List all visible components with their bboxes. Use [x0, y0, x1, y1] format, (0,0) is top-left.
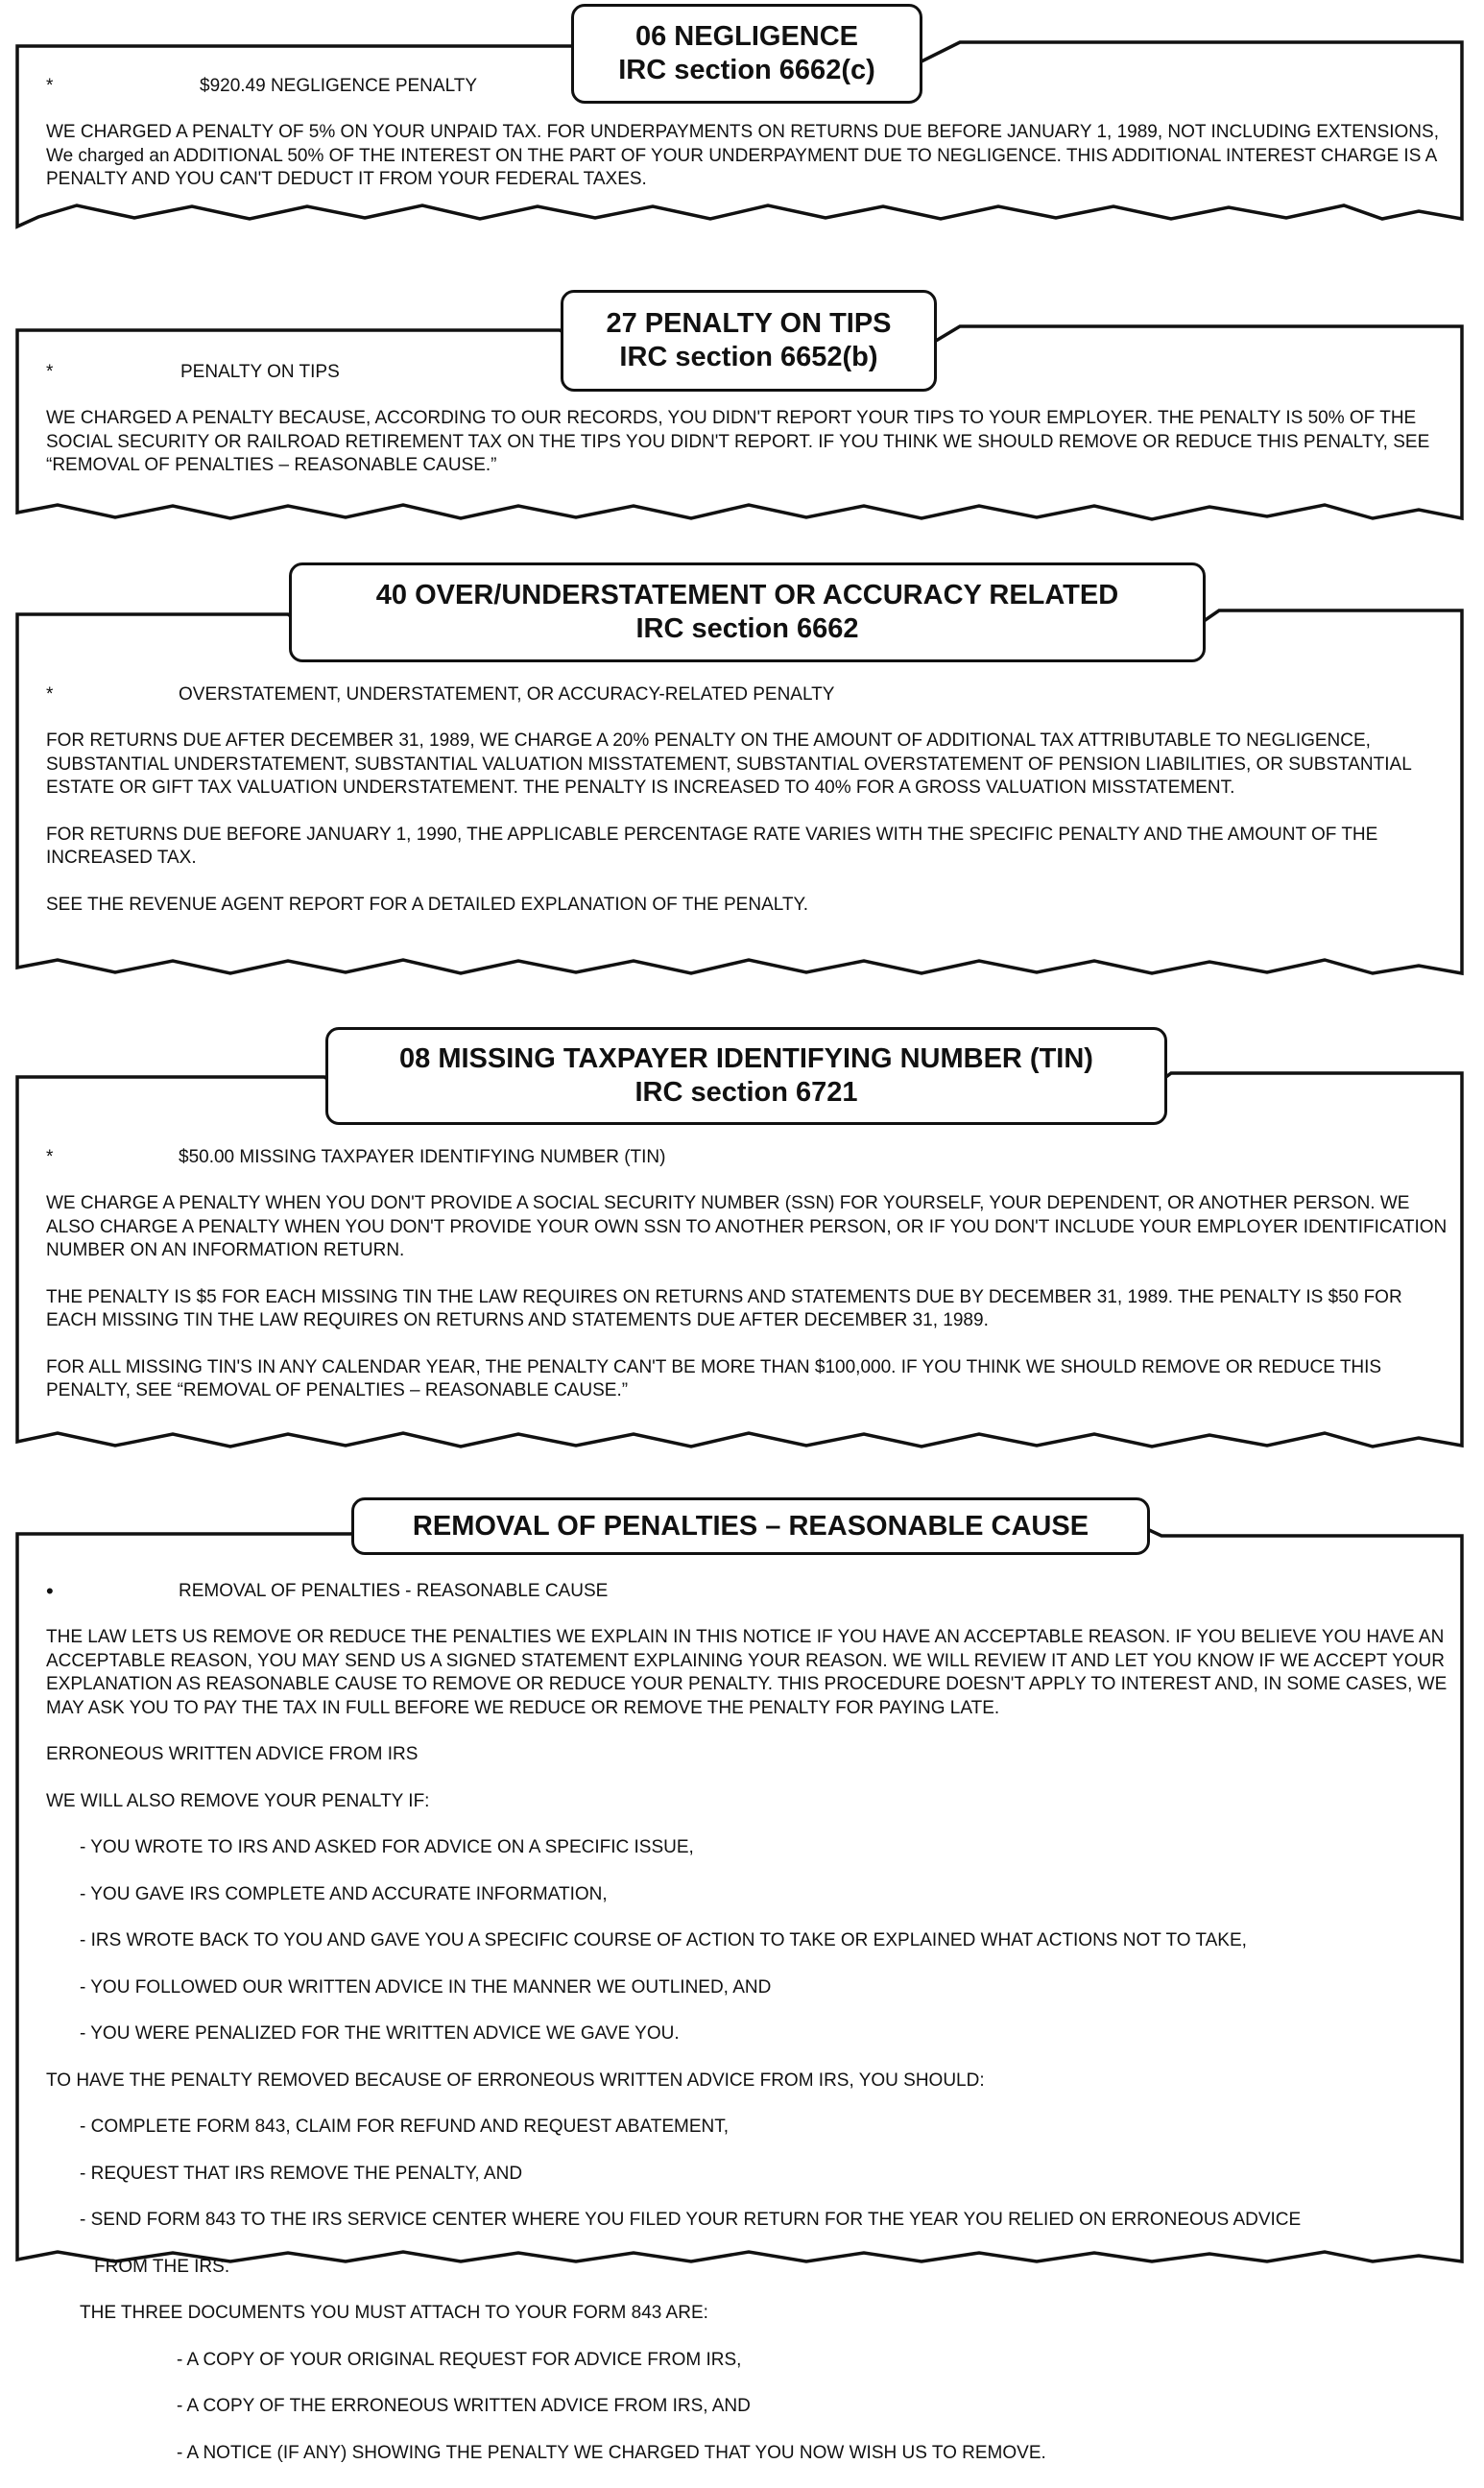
list-item: - COMPLETE FORM 843, CLAIM FOR REFUND AND REQUEST ABATEMENT, — [80, 2117, 730, 2137]
body-paragraph: WE CHARGED A PENALTY BECAUSE, ACCORDING TO OUR RECORDS, YOU DIDN'T REPORT YOUR TIPS TO YOUR EMPLOYER. THE PENALTY IS 50% OF THE SOCIAL SECURITY OR RAILROAD RETIREMENT TAX ON THE TIPS YOU DIDN'T REPORT. IF YOU THINK WE SHOULD REMOVE OR REDUCE THIS PENALTY, SEE “REMOVAL OF PENALTIES – REASONABLE CAUSE.” — [46, 408, 1430, 475]
list-item: - A COPY OF THE ERRONEOUS WRITTEN ADVICE FROM IRS, AND — [177, 2396, 751, 2416]
conditions-list — [80, 1836, 1457, 2046]
penalty-label: $50.00 MISSING TAXPAYER IDENTIFYING NUMBER (TIN) — [179, 1147, 666, 1167]
penalty-line — [46, 683, 1457, 706]
irc-reference: IRC section 6652(b) — [619, 342, 878, 372]
section-penalty-on-tips — [0, 286, 1484, 526]
steps-lead: TO HAVE THE PENALTY REMOVED BECAUSE OF ERRONEOUS WRITTEN ADVICE FROM IRS, YOU SHOULD: — [46, 2069, 985, 2091]
section-code: 08 MISSING TAXPAYER IDENTIFYING NUMBER (TIN) — [399, 1043, 1093, 1074]
list-item-continuation: FROM THE IRS. — [94, 2256, 230, 2277]
docs-lead: THE THREE DOCUMENTS YOU MUST ATTACH TO YOUR FORM 843 ARE: — [80, 2303, 708, 2323]
irc-reference: IRC section 6662(c) — [618, 55, 875, 85]
irc-reference: IRC section 6721 — [634, 1077, 858, 1108]
item-marker: * — [46, 684, 54, 705]
list-item: - YOU WROTE TO IRS AND ASKED FOR ADVICE ON A SPECIFIC ISSUE, — [80, 1837, 694, 1857]
list-item: - A COPY OF YOUR ORIGINAL REQUEST FOR ADVICE FROM IRS, — [177, 2349, 742, 2370]
section-code: 06 NEGLIGENCE — [634, 21, 859, 52]
section-code: 27 PENALTY ON TIPS — [606, 308, 892, 339]
body-paragraph: FOR ALL MISSING TIN'S IN ANY CALENDAR YEAR, THE PENALTY CAN'T BE MORE THAN $100,000. IF YOU THINK WE SHOULD REMOVE OR REDUCE THIS PENALTY, SEE “REMOVAL OF PENALTIES – REASONABLE CAUSE.” — [46, 1356, 1382, 1400]
list-item: - REQUEST THAT IRS REMOVE THE PENALTY, AND — [80, 2163, 523, 2184]
penalty-line — [46, 1146, 1457, 1169]
subheading: ERRONEOUS WRITTEN ADVICE FROM IRS — [46, 1744, 419, 1764]
section-title-badge — [325, 1027, 1167, 1125]
conditions-lead: WE WILL ALSO REMOVE YOUR PENALTY IF: — [46, 1790, 430, 1811]
section-body — [46, 1580, 1457, 2488]
body-paragraph: SEE THE REVENUE AGENT REPORT FOR A DETAILED EXPLANATION OF THE PENALTY. — [46, 894, 809, 915]
irc-reference: IRC section 6662 — [635, 613, 859, 644]
list-item: - YOU GAVE IRS COMPLETE AND ACCURATE INFORMATION, — [80, 1883, 608, 1904]
body-paragraph: FOR RETURNS DUE AFTER DECEMBER 31, 1989, WE CHARGE A 20% PENALTY ON THE AMOUNT OF ADDITIONAL TAX ATTRIBUTABLE TO NEGLIGENCE, SUBSTANTIAL UNDERSTATEMENT, SUBSTANTIAL VALUATION MISSTATEMENT, SUBSTANTIAL OVERSTATEMENT OF PENSION LIABILITIES, OR SUBSTANTIAL ESTATE OR GIFT TAX VALUATION UNDERSTATEMENT. THE PENALTY IS INCREASED TO 40% FOR A GROSS VALUATION MISSTATEMENT. — [46, 730, 1412, 798]
removal-title: REMOVAL OF PENALTIES – REASONABLE CAUSE — [412, 1510, 1089, 1542]
penalty-label: $920.49 NEGLIGENCE PENALTY — [200, 76, 477, 96]
section-body — [46, 1146, 1457, 1426]
section-code: 40 OVER/UNDERSTATEMENT OR ACCURACY RELATED — [375, 580, 1119, 610]
item-marker: * — [46, 362, 54, 382]
list-item: - SEND FORM 843 TO THE IRS SERVICE CENTER WHERE YOU FILED YOUR RETURN FOR THE YEAR YOU RELIED ON ERRONEOUS ADVICE — [80, 2210, 1302, 2230]
penalty-label: OVERSTATEMENT, UNDERSTATEMENT, OR ACCURACY-RELATED PENALTY — [179, 684, 835, 705]
documents-list — [177, 2349, 1457, 2466]
item-marker: * — [46, 1147, 54, 1167]
body-paragraph: WE CHARGE A PENALTY WHEN YOU DON'T PROVIDE A SOCIAL SECURITY NUMBER (SSN) FOR YOURSELF, YOUR DEPENDENT, OR ANOTHER PERSON. WE ALSO CHARGE A PENALTY WHEN YOU DON'T PROVIDE YOUR OWN SSN TO ANOTHER PERSON, OR IF YOU DON'T INCLUDE YOUR EMPLOYER IDENTIFICATION NUMBER ON AN INFORMATION RETURN. — [46, 1193, 1448, 1260]
item-marker: * — [46, 76, 54, 96]
section-missing-tin — [0, 1023, 1484, 1455]
list-item: - A NOTICE (IF ANY) SHOWING THE PENALTY WE CHARGED THAT YOU NOW WISH US TO REMOVE. — [177, 2442, 1046, 2463]
penalty-label: REMOVAL OF PENALTIES - REASONABLE CAUSE — [179, 1581, 609, 1601]
section-title-badge — [289, 562, 1206, 662]
body-paragraph: THE PENALTY IS $5 FOR EACH MISSING TIN THE LAW REQUIRES ON RETURNS AND STATEMENTS DUE BY DECEMBER 31, 1989. THE PENALTY IS $50 FOR EACH MISSING TIN THE LAW REQUIRES ON RETURNS AND STATEMENTS DUE AFTER DECEMBER 31, 1989. — [46, 1286, 1402, 1330]
section-body — [46, 75, 1457, 215]
body-paragraph: THE LAW LETS US REMOVE OR REDUCE THE PENALTIES WE EXPLAIN IN THIS NOTICE IF YOU HAVE AN ACCEPTABLE REASON. IF YOU BELIEVE YOU HAVE AN ACCEPTABLE REASON, YOU MAY SEND US A SIGNED STATEMENT EXPLAINING YOUR REASON. WE WILL REVIEW IT AND LET YOU KNOW IF WE ACCEPT YOUR EXPLANATION AS REASONABLE CAUSE TO REMOVE OR REDUCE YOUR PENALTY. THIS PROCEDURE DOESN'T APPLY TO INTEREST AND, IN SOME CASES, WE MAY ASK YOU TO PAY THE TAX IN FULL BEFORE WE REDUCE OR REMOVE THE PENALTY FOR PAYING LATE. — [46, 1627, 1448, 1718]
steps-list — [80, 2116, 1457, 2326]
penalty-line — [46, 361, 1457, 384]
list-item: - YOU FOLLOWED OUR WRITTEN ADVICE IN THE MANNER WE OUTLINED, AND — [80, 1976, 772, 1998]
body-paragraph: FOR RETURNS DUE BEFORE JANUARY 1, 1990, THE APPLICABLE PERCENTAGE RATE VARIES WITH THE SPECIFIC PENALTY AND THE AMOUNT OF THE INCREASED TAX. — [46, 824, 1378, 868]
penalty-line — [46, 1580, 1457, 1603]
bullet-marker: • — [46, 1579, 54, 1603]
section-removal-of-penalties — [0, 1494, 1484, 2463]
list-item: - IRS WROTE BACK TO YOU AND GAVE YOU A SPECIFIC COURSE OF ACTION TO TAKE OR EXPLAINED WHAT ACTIONS NOT TO TAKE, — [80, 1930, 1247, 1950]
list-item: - YOU WERE PENALIZED FOR THE WRITTEN ADVICE WE GAVE YOU. — [80, 2023, 680, 2044]
section-body — [46, 683, 1457, 940]
section-negligence — [0, 0, 1484, 235]
penalty-line — [46, 75, 1457, 98]
penalty-label: PENALTY ON TIPS — [180, 362, 340, 382]
section-title-badge — [351, 1497, 1150, 1555]
section-accuracy-related — [0, 559, 1484, 981]
body-paragraph: WE CHARGED A PENALTY OF 5% ON YOUR UNPAID TAX. FOR UNDERPAYMENTS ON RETURNS DUE BEFORE JANUARY 1, 1989, NOT INCLUDING EXTENSIONS, We charged an ADDITIONAL 50% OF THE INTEREST ON THE PART OF YOUR UNDERPAYMENT DUE TO NEGLIGENCE. THIS ADDITIONAL INTEREST CHARGE IS A PENALTY AND YOU CAN'T DEDUCT IT FROM YOUR FEDERAL TAXES. — [46, 122, 1439, 189]
section-body — [46, 361, 1457, 501]
